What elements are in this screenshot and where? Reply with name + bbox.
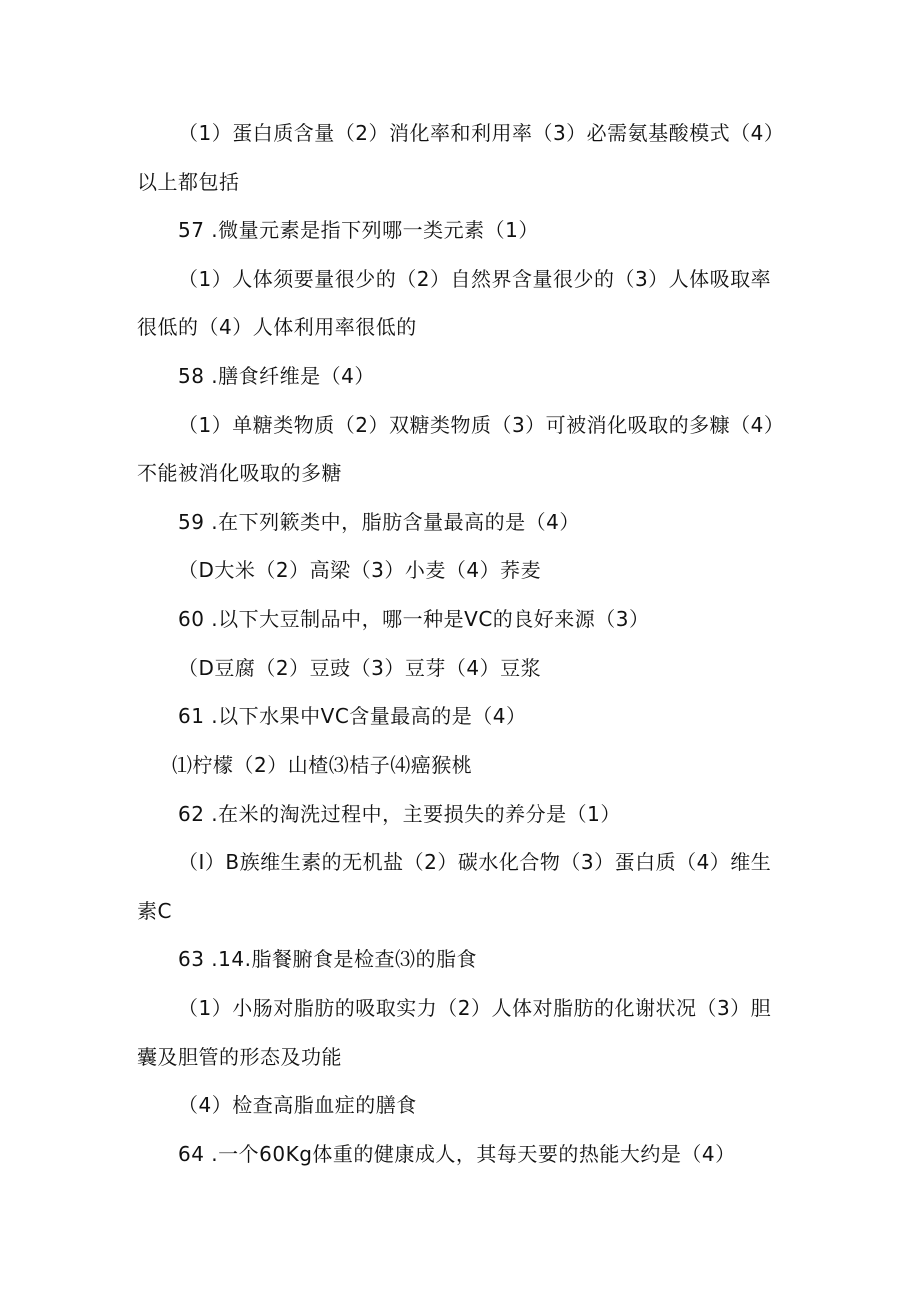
option-line: （D豆腐（2）豆豉（3）豆芽（4）豆浆	[178, 656, 542, 680]
continuation-line: 不能被消化吸取的多糖	[137, 461, 342, 485]
question-57: 57 .微量元素是指下列哪一类元素（1）	[178, 218, 539, 242]
question-58: 58 .膳食纤维是（4）	[178, 364, 375, 388]
question-63: 63 .14.脂餐腑食是检查⑶的脂食	[178, 947, 477, 971]
question-61: 61 .以下水果中VC含量最高的是（4）	[178, 704, 527, 728]
continuation-line: 囊及胆管的形态及功能	[137, 1045, 342, 1069]
question-62: 62 .在米的淘洗过程中，主要损失的养分是（1）	[178, 802, 621, 826]
option-line: （1）人体须要量很少的（2）自然界含量很少的（3）人体吸取率	[178, 267, 772, 291]
option-line: （1）小肠对脂肪的吸取实力（2）人体对脂肪的化谢状况（3）胆	[178, 996, 772, 1020]
question-59: 59 .在下列簌类中，脂肪含量最高的是（4）	[178, 510, 580, 534]
option-line: （1）蛋白质含量（2）消化率和利用率（3）必需氨基酸模式（4）	[178, 121, 785, 145]
option-line: （D大米（2）高梁（3）小麦（4）荞麦	[178, 558, 542, 582]
question-60: 60 .以下大豆制品中，哪一种是VC的良好来源（3）	[178, 607, 650, 631]
option-line: ⑴柠檬（2）山楂⑶桔子⑷癌猴桃	[172, 753, 473, 777]
continuation-line: 以上都包括	[137, 170, 240, 194]
option-line: （I）B族维生素的无机盐（2）碳水化合物（3）蛋白质（4）维生	[178, 850, 772, 874]
continuation-line: 素C	[137, 899, 172, 923]
option-line: （1）单糖类物质（2）双糖类物质（3）可被消化吸取的多糠（4）	[178, 413, 785, 437]
continuation-line: 很低的（4）人体利用率很低的	[137, 315, 417, 339]
option-line: （4）检查高脂血症的膳食	[178, 1093, 417, 1117]
question-64: 64 .一个60Kg体重的健康成人，其每天要的热能大约是（4）	[178, 1142, 736, 1166]
